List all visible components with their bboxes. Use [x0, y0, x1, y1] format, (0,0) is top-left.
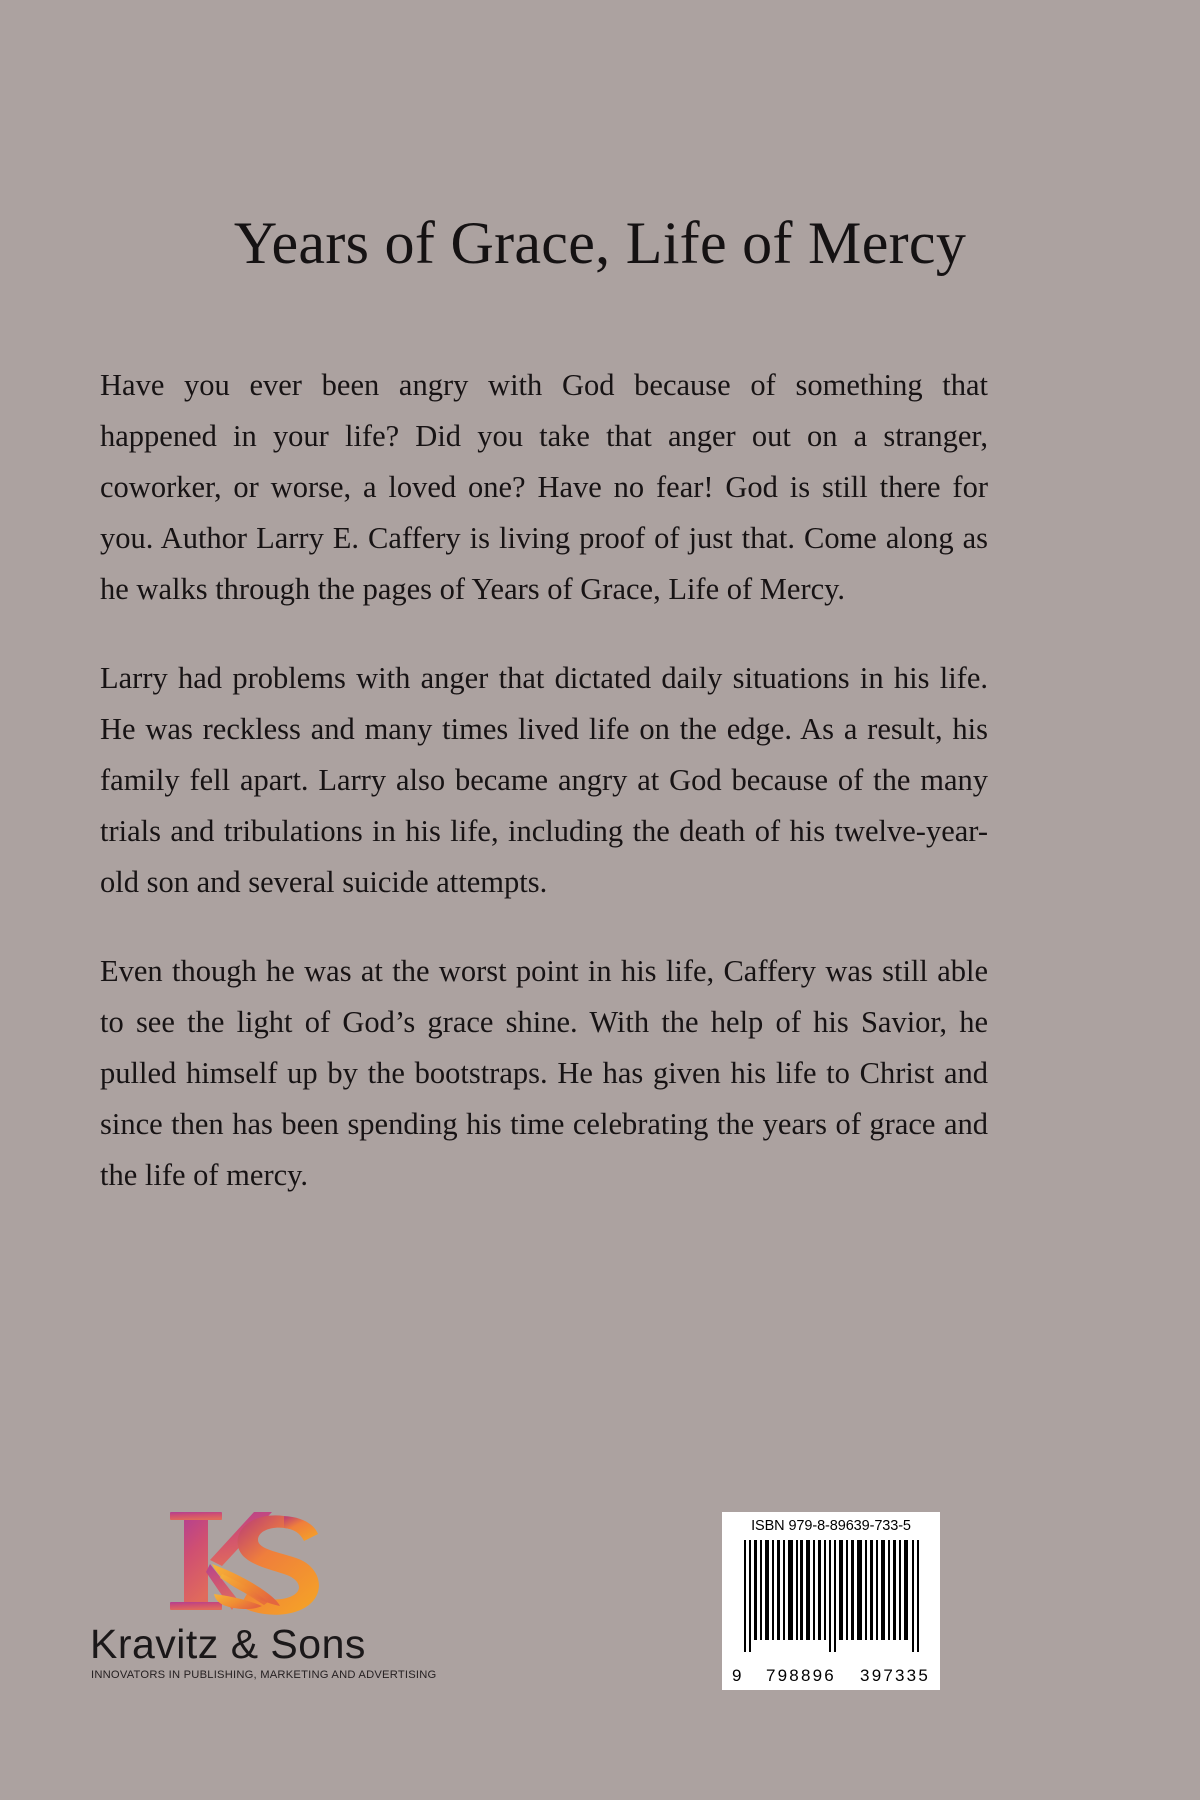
blurb-paragraph-3: Even though he was at the worst point in his life, Caffery was still able to see the light of God’s grace shine. With the help of his Savior, he pulled himself up by the bootstraps. He has given his life to Christ and since then has been spending his time celebrating the years of grace and the life of mercy.: [100, 954, 988, 1192]
blurb-body: [100, 360, 988, 1201]
kravitz-ks-monogram-icon: [88, 1508, 418, 1628]
page-title: Years of Grace, Life of Mercy: [233, 210, 967, 277]
blurb-paragraph-2: Larry had problems with anger that dictated daily situations in his life. He was reckless and many times lived life on the edge. As a result, his family fell apart. Larry also became angry at God because of the many trials and tribulations in his life, including the death of his twelve-year-old son and several suicide attempts.: [100, 661, 988, 899]
barcode-digit-prefix: 9: [732, 1666, 742, 1685]
blurb-paragraph-1: Have you ever been angry with God because of something that happened in your life? Did you take that anger out on a stranger, coworker, or worse, a loved one? Have no fear! God is still there for you. Author Larry E. Caffery is living proof of just that. Come along as he walks through the pages of Years of Grace, Life of Mercy.: [100, 368, 988, 606]
barcode-bars: [730, 1540, 932, 1667]
publisher-tagline: INNOVATORS IN PUBLISHING, MARKETING AND ADVERTISING: [91, 1669, 437, 1681]
publisher-name: Kravitz & Sons: [90, 1621, 366, 1667]
barcode-digit-group-1: 798896: [765, 1666, 836, 1685]
isbn-label: ISBN 979-8-89639-733-5: [751, 1518, 911, 1534]
barcode-digit-group-2: 397335: [860, 1666, 930, 1685]
isbn-barcode-block: [722, 1512, 940, 1690]
barcode-digits: [730, 1666, 932, 1686]
publisher-logo-block: [88, 1508, 437, 1681]
